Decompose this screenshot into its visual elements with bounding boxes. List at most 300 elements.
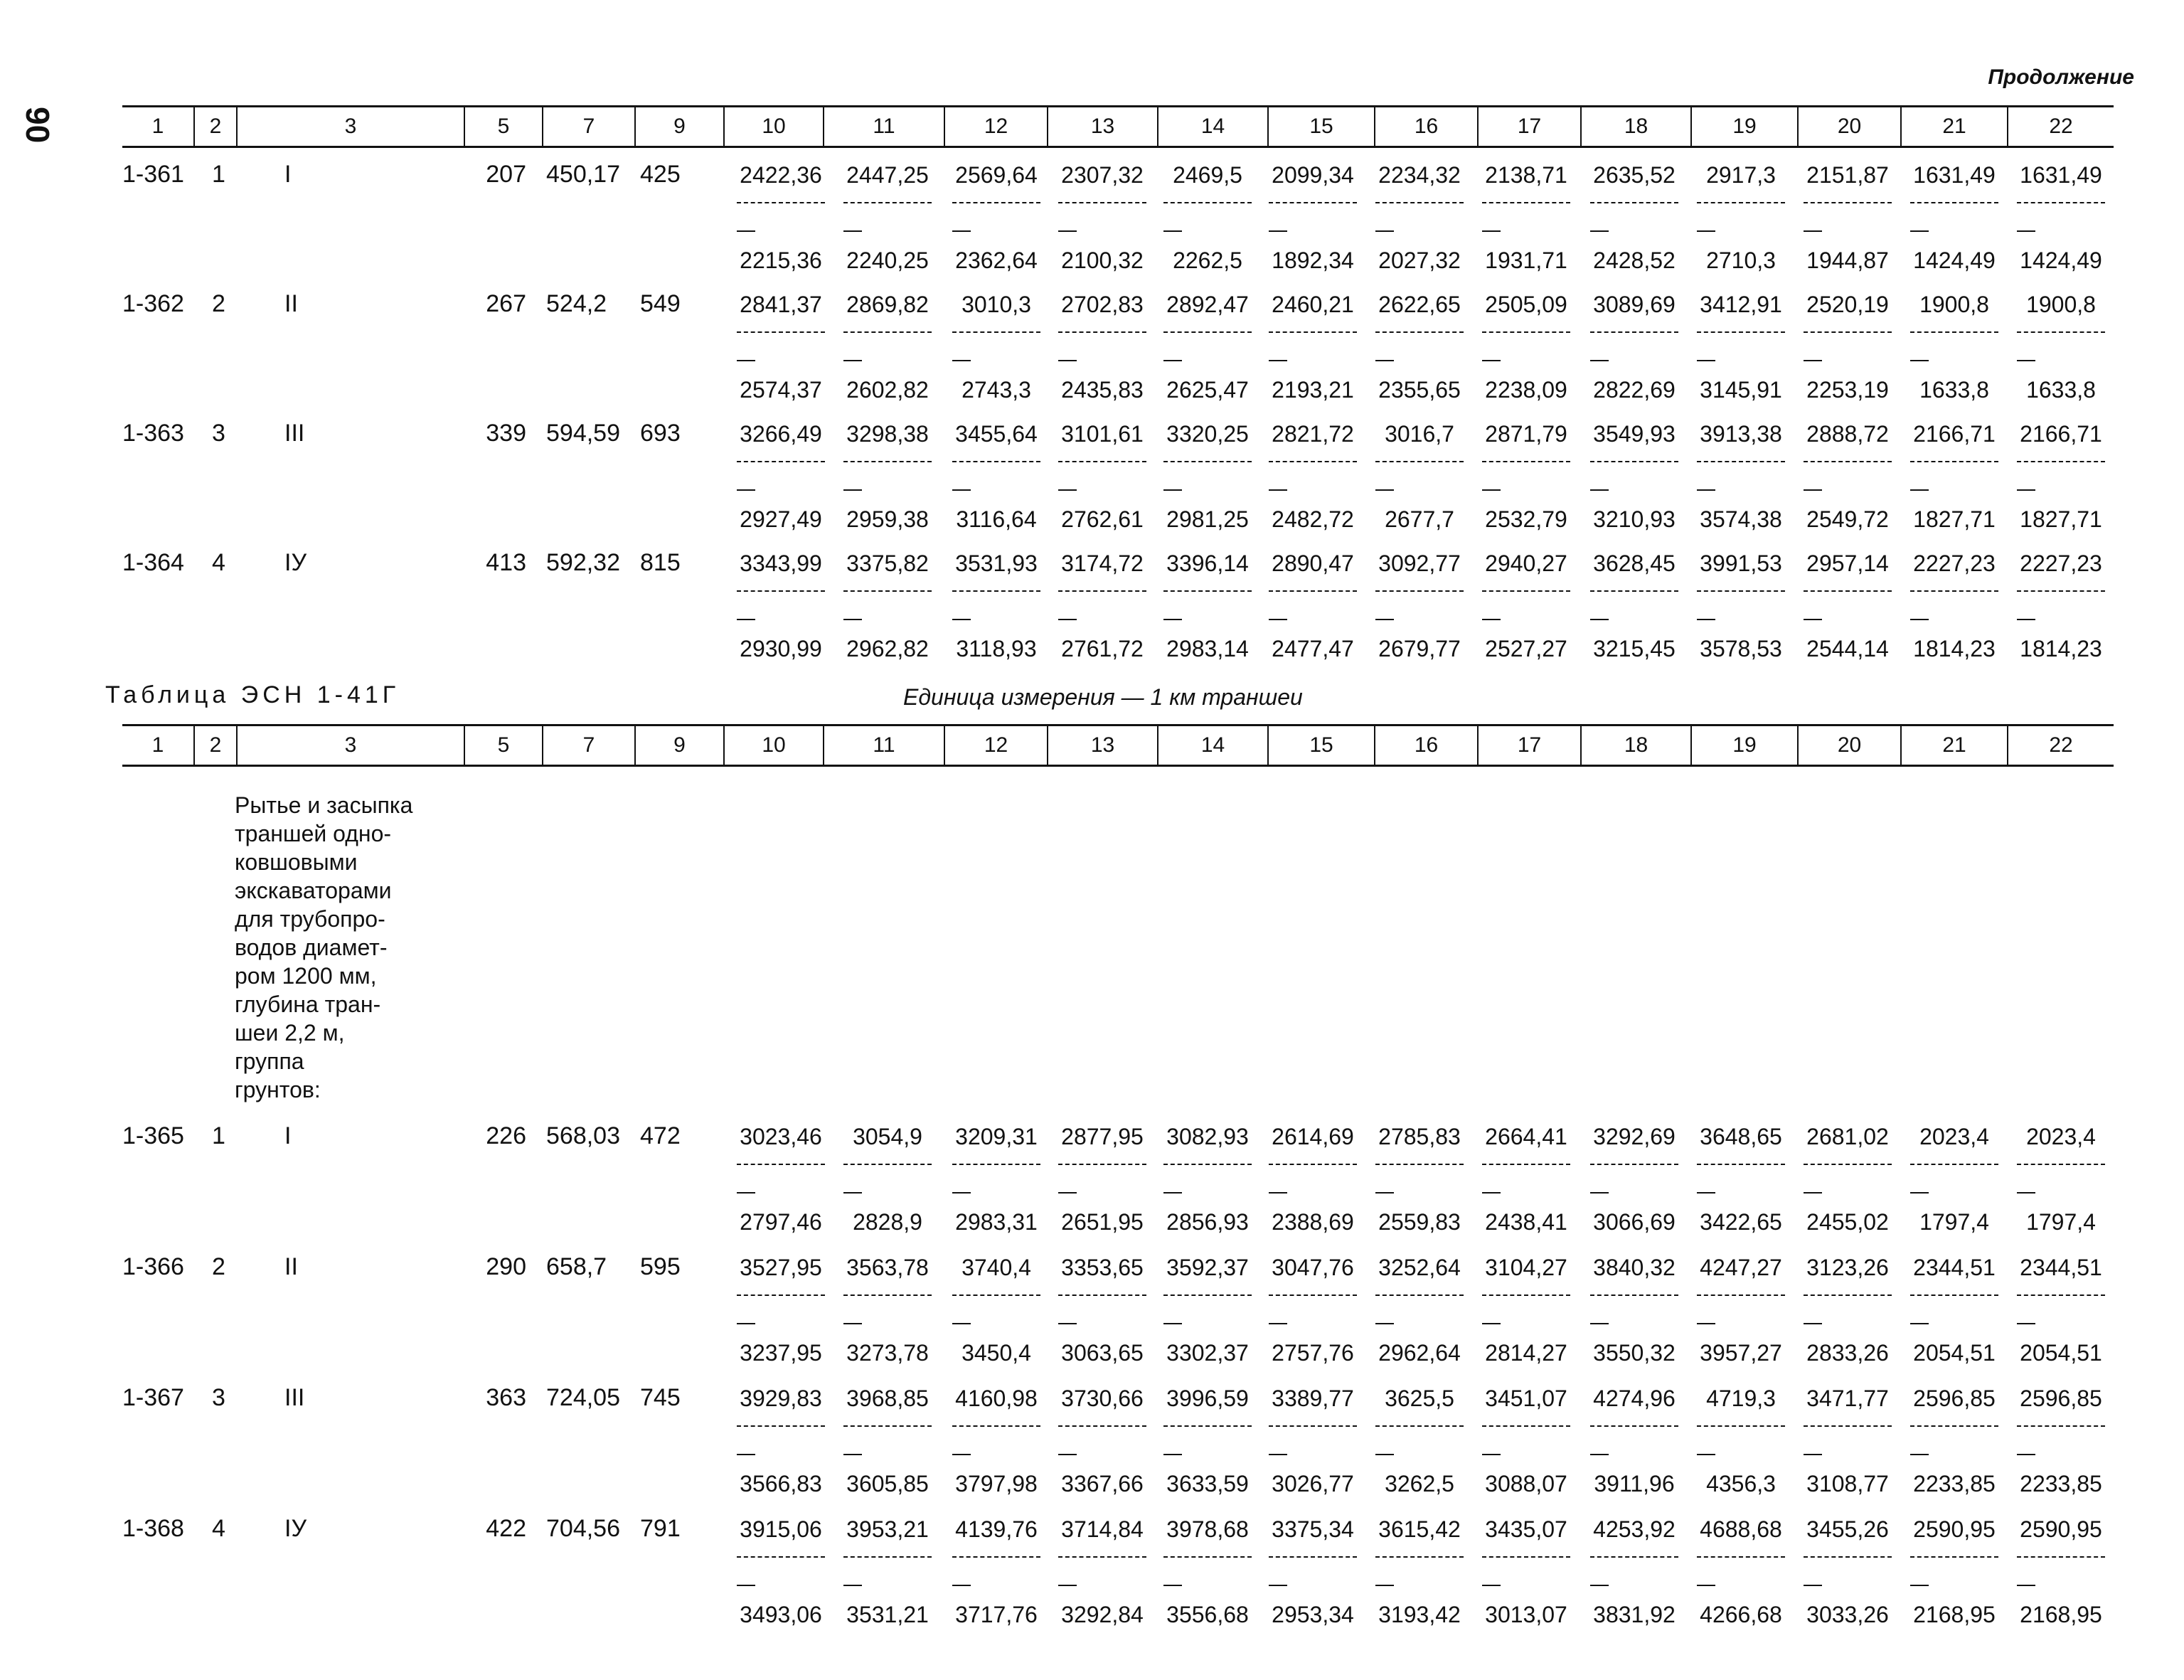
denominator: 3292,84 <box>1061 1602 1144 1627</box>
denominator: 4356,3 <box>1706 1471 1776 1496</box>
numerator: 2596,85 <box>2020 1386 2102 1411</box>
fraction-line <box>1256 578 1370 606</box>
fraction-line <box>1469 1413 1583 1441</box>
table-title: Таблица ЭСН 1-41Г <box>105 681 400 708</box>
numerator: 3082,93 <box>1166 1124 1249 1149</box>
row-c9: 425 <box>640 161 681 188</box>
numerator: 2635,52 <box>1593 162 1676 188</box>
numerator: 2590,95 <box>2020 1516 2102 1542</box>
price-fraction <box>1256 161 1370 275</box>
fraction-line <box>2004 1543 2118 1572</box>
fraction-line <box>1151 1543 1264 1572</box>
numerator: 2166,71 <box>1913 421 1996 447</box>
numerator: 2890,47 <box>1272 551 1354 576</box>
header-col-5: 5 <box>464 726 542 765</box>
row-c9: 472 <box>640 1122 681 1149</box>
row-code: 1-365 <box>122 1122 184 1149</box>
row-c7: 592,32 <box>546 549 620 576</box>
fraction-line <box>1045 1151 1159 1179</box>
numerator: 2151,87 <box>1806 162 1889 188</box>
fraction-line <box>1897 1543 2011 1572</box>
numerator: 3375,34 <box>1272 1516 1354 1542</box>
header-col-5: 5 <box>464 107 542 146</box>
header-col-2: 2 <box>193 726 236 765</box>
row-code: 1-362 <box>122 290 184 317</box>
numerator: 2227,23 <box>2020 551 2102 576</box>
denominator: 1797,4 <box>1919 1209 1989 1235</box>
row-c2: 4 <box>212 1515 225 1542</box>
price-fraction <box>1684 1384 1798 1498</box>
numerator: 2596,85 <box>1913 1386 1996 1411</box>
numerator: 2957,14 <box>1806 551 1889 576</box>
fraction-line <box>1045 189 1159 218</box>
numerator: 3375,82 <box>846 551 929 576</box>
price-fraction <box>2004 420 2118 533</box>
denominator: 2833,26 <box>1806 1340 1889 1366</box>
price-fraction <box>1256 420 1370 533</box>
numerator: 3471,77 <box>1806 1386 1889 1411</box>
numerator: 2505,09 <box>1485 292 1567 317</box>
price-fraction <box>1045 1384 1159 1498</box>
denominator: 1814,23 <box>1913 636 1996 661</box>
header-col-11: 11 <box>823 726 944 765</box>
denominator: 3145,91 <box>1700 377 1782 403</box>
description-line: ковшовыми <box>235 849 358 875</box>
price-fraction <box>939 290 1053 404</box>
description-line: водов диамет- <box>235 935 388 960</box>
price-fraction <box>939 161 1053 275</box>
work-description <box>235 791 469 1104</box>
fraction-line <box>1151 1282 1264 1310</box>
denominator: 2828,9 <box>853 1209 922 1235</box>
price-fraction <box>1684 161 1798 275</box>
denominator: 2482,72 <box>1272 506 1354 532</box>
denominator: 3633,59 <box>1166 1471 1249 1496</box>
row-c5: 339 <box>486 420 526 447</box>
denominator: 2679,77 <box>1378 636 1461 661</box>
price-fraction <box>1256 1384 1370 1498</box>
fraction-line <box>939 189 1053 218</box>
numerator: 3266,49 <box>740 421 822 447</box>
fraction-line <box>1791 319 1905 347</box>
numerator: 2622,65 <box>1378 292 1461 317</box>
numerator: 3968,85 <box>846 1386 929 1411</box>
row-c5: 363 <box>486 1384 526 1411</box>
fraction-line <box>724 448 838 477</box>
numerator: 3343,99 <box>740 551 822 576</box>
numerator: 3320,25 <box>1166 421 1249 447</box>
header-col-3: 3 <box>236 726 464 765</box>
numerator: 1900,8 <box>2026 292 2096 317</box>
fraction-line <box>831 1151 944 1179</box>
denominator: 3118,93 <box>956 636 1037 661</box>
denominator: 2962,64 <box>1378 1340 1461 1366</box>
fraction-line <box>724 578 838 606</box>
fraction-line <box>1256 1413 1370 1441</box>
fraction-line <box>724 1543 838 1572</box>
denominator: 3116,64 <box>956 506 1037 532</box>
price-fraction <box>939 1384 1053 1498</box>
numerator: 2917,3 <box>1706 162 1776 188</box>
header-col-14: 14 <box>1157 726 1267 765</box>
description-line: ром 1200 мм, <box>235 963 377 989</box>
header-col-22: 22 <box>2007 107 2114 146</box>
price-fraction <box>939 1515 1053 1629</box>
header-col-9: 9 <box>634 107 723 146</box>
denominator: 3088,07 <box>1485 1471 1567 1496</box>
numerator: 2023,4 <box>2026 1124 2096 1149</box>
fraction-line <box>939 1282 1053 1310</box>
numerator: 2892,47 <box>1166 292 1249 317</box>
denominator: 2549,72 <box>1806 506 1889 532</box>
price-fraction <box>1045 420 1159 533</box>
fraction-line <box>1256 1543 1370 1572</box>
numerator: 3592,37 <box>1166 1255 1249 1280</box>
price-fraction <box>2004 549 2118 663</box>
denominator: 2710,3 <box>1706 248 1776 273</box>
row-c9: 693 <box>640 420 681 447</box>
fraction-line <box>1363 1413 1476 1441</box>
fraction-line <box>1791 1413 1905 1441</box>
denominator: 2927,49 <box>740 506 822 532</box>
denominator: 2435,83 <box>1061 377 1144 403</box>
row-c5: 422 <box>486 1515 526 1542</box>
numerator: 2821,72 <box>1272 421 1354 447</box>
numerator: 3714,84 <box>1061 1516 1144 1542</box>
denominator: 2438,41 <box>1485 1209 1567 1235</box>
fraction-line <box>724 189 838 218</box>
numerator: 3915,06 <box>740 1516 822 1542</box>
denominator: 3911,96 <box>1594 1471 1675 1496</box>
denominator: 2953,34 <box>1272 1602 1354 1627</box>
denominator: 3302,37 <box>1166 1340 1249 1366</box>
numerator: 3353,65 <box>1061 1255 1144 1280</box>
description-line: шеи 2,2 м, <box>235 1020 345 1046</box>
price-fraction <box>1363 1122 1476 1236</box>
price-fraction <box>1577 290 1691 404</box>
price-fraction <box>1045 1515 1159 1629</box>
row-c2: 4 <box>212 549 225 576</box>
fraction-line <box>1577 1151 1691 1179</box>
row-code: 1-367 <box>122 1384 184 1411</box>
price-fraction <box>1684 549 1798 663</box>
header-col-13: 13 <box>1047 107 1157 146</box>
header-col-20: 20 <box>1797 726 1900 765</box>
row-c2: 3 <box>212 1384 225 1411</box>
denominator: 1424,49 <box>2020 248 2102 273</box>
fraction-line <box>1684 1413 1798 1441</box>
price-fraction <box>1897 1122 2011 1236</box>
numerator: 2138,71 <box>1485 162 1567 188</box>
fraction-line <box>1897 1413 2011 1441</box>
denominator: 2981,25 <box>1166 506 1249 532</box>
numerator: 3292,69 <box>1593 1124 1676 1149</box>
fraction-line <box>1363 1151 1476 1179</box>
fraction-line <box>2004 1282 2118 1310</box>
fraction-line <box>1577 319 1691 347</box>
header-col-7: 7 <box>542 107 634 146</box>
numerator: 3978,68 <box>1166 1516 1249 1542</box>
denominator: 2532,79 <box>1485 506 1567 532</box>
row-c3: IУ <box>284 1515 307 1542</box>
price-fraction <box>2004 1384 2118 1498</box>
row-c2: 2 <box>212 290 225 317</box>
numerator: 3104,27 <box>1485 1255 1567 1280</box>
denominator: 3215,45 <box>1593 636 1676 661</box>
numerator: 2664,41 <box>1485 1124 1567 1149</box>
table-header-esn <box>122 724 2114 767</box>
denominator: 2761,72 <box>1061 636 1144 661</box>
numerator: 3913,38 <box>1700 421 1782 447</box>
numerator: 3628,45 <box>1593 551 1676 576</box>
description-line: глубина тран- <box>235 991 381 1017</box>
description-line: для трубопро- <box>235 906 385 932</box>
fraction-line <box>1577 1413 1691 1441</box>
price-fraction <box>831 290 944 404</box>
denominator: 1827,71 <box>2020 506 2102 532</box>
denominator: 2959,38 <box>846 506 929 532</box>
numerator: 3412,91 <box>1700 292 1782 317</box>
price-fraction <box>1256 1515 1370 1629</box>
numerator: 3174,72 <box>1061 551 1144 576</box>
description-line: экскаваторами <box>235 878 392 903</box>
fraction-line <box>1151 448 1264 477</box>
denominator: 3262,5 <box>1385 1471 1454 1496</box>
price-fraction <box>1577 161 1691 275</box>
numerator: 1631,49 <box>1913 162 1996 188</box>
price-fraction <box>1363 549 1476 663</box>
price-fraction <box>1151 1122 1264 1236</box>
denominator: 2215,36 <box>740 248 822 273</box>
denominator: 3450,4 <box>962 1340 1031 1366</box>
numerator: 3010,3 <box>962 292 1031 317</box>
numerator: 4253,92 <box>1593 1516 1676 1542</box>
fraction-line <box>1469 448 1583 477</box>
numerator: 2877,95 <box>1061 1124 1144 1149</box>
numerator: 3023,46 <box>740 1124 822 1149</box>
fraction-line <box>1684 1543 1798 1572</box>
row-c9: 791 <box>640 1515 681 1542</box>
price-fraction <box>1897 290 2011 404</box>
header-col-16: 16 <box>1374 726 1477 765</box>
price-fraction <box>831 1515 944 1629</box>
numerator: 2023,4 <box>1919 1124 1989 1149</box>
numerator: 2344,51 <box>2020 1255 2102 1280</box>
description-line: грунтов: <box>235 1077 321 1102</box>
fraction-line <box>2004 1151 2118 1179</box>
price-fraction <box>1363 420 1476 533</box>
row-code: 1-366 <box>122 1253 184 1280</box>
fraction-line <box>1151 1413 1264 1441</box>
fraction-line <box>1045 1282 1159 1310</box>
numerator: 3092,77 <box>1378 551 1461 576</box>
price-fraction <box>1684 1122 1798 1236</box>
denominator: 2355,65 <box>1378 377 1461 403</box>
fraction-line <box>1577 578 1691 606</box>
price-fraction <box>1151 549 1264 663</box>
numerator: 3054,9 <box>853 1124 922 1149</box>
fraction-line <box>724 319 838 347</box>
price-fraction <box>1256 549 1370 663</box>
price-fraction <box>1469 1253 1583 1367</box>
denominator: 2238,09 <box>1485 377 1567 403</box>
header-col-20: 20 <box>1797 107 1900 146</box>
numerator: 3455,26 <box>1806 1516 1889 1542</box>
fraction-line <box>831 319 944 347</box>
price-fraction <box>1363 290 1476 404</box>
fraction-line <box>1791 578 1905 606</box>
fraction-line <box>1791 1282 1905 1310</box>
header-col-12: 12 <box>944 726 1047 765</box>
price-fraction <box>1363 1384 1476 1498</box>
price-fraction <box>1897 1515 2011 1629</box>
price-fraction <box>1469 1122 1583 1236</box>
price-fraction <box>1045 549 1159 663</box>
fraction-line <box>1363 1543 1476 1572</box>
numerator: 2227,23 <box>1913 551 1996 576</box>
denominator: 3578,53 <box>1700 636 1782 661</box>
denominator: 2625,47 <box>1166 377 1249 403</box>
price-fraction <box>1791 290 1905 404</box>
denominator: 1424,49 <box>1913 248 1996 273</box>
numerator: 3298,38 <box>846 421 929 447</box>
denominator: 2193,21 <box>1272 377 1354 403</box>
denominator: 1633,8 <box>2026 377 2096 403</box>
row-code: 1-363 <box>122 420 184 447</box>
denominator: 2757,76 <box>1272 1340 1354 1366</box>
row-code: 1-361 <box>122 161 184 188</box>
price-fraction <box>724 1515 838 1629</box>
unit-note: Единица измерения — 1 км траншеи <box>903 684 1303 710</box>
fraction-line <box>1151 319 1264 347</box>
denominator: 2100,32 <box>1061 248 1144 273</box>
denominator: 2168,95 <box>1913 1602 1996 1627</box>
row-c9: 595 <box>640 1253 681 1280</box>
numerator: 3455,64 <box>955 421 1038 447</box>
fraction-line <box>2004 319 2118 347</box>
denominator: 2797,46 <box>740 1209 822 1235</box>
numerator: 2520,19 <box>1806 292 1889 317</box>
price-fraction <box>1577 420 1691 533</box>
denominator: 2388,69 <box>1272 1209 1354 1235</box>
price-fraction <box>724 549 838 663</box>
row-c3: II <box>284 290 298 317</box>
numerator: 3016,7 <box>1385 421 1454 447</box>
numerator: 3929,83 <box>740 1386 822 1411</box>
numerator: 3563,78 <box>846 1255 929 1280</box>
numerator: 3953,21 <box>846 1516 929 1542</box>
fraction-line <box>1791 448 1905 477</box>
price-fraction <box>939 1122 1053 1236</box>
description-line: группа <box>235 1048 304 1074</box>
fraction-line <box>831 189 944 218</box>
fraction-line <box>1363 578 1476 606</box>
numerator: 3123,26 <box>1806 1255 1889 1280</box>
denominator: 2602,82 <box>846 377 929 403</box>
header-col-19: 19 <box>1690 107 1797 146</box>
row-code: 1-368 <box>122 1515 184 1542</box>
fraction-line <box>1577 1543 1691 1572</box>
denominator: 3717,76 <box>955 1602 1038 1627</box>
denominator: 1931,71 <box>1485 248 1567 273</box>
numerator: 3996,59 <box>1166 1386 1249 1411</box>
row-code: 1-364 <box>122 549 184 576</box>
fraction-line <box>1897 1282 2011 1310</box>
price-fraction <box>1045 1122 1159 1236</box>
numerator: 2469,5 <box>1173 162 1242 188</box>
denominator: 2168,95 <box>2020 1602 2102 1627</box>
denominator: 2856,93 <box>1166 1209 1249 1235</box>
row-c3: IУ <box>284 549 307 576</box>
row-c3: I <box>284 1122 292 1149</box>
fraction-line <box>724 1413 838 1441</box>
denominator: 1944,87 <box>1806 248 1889 273</box>
denominator: 3797,98 <box>955 1471 1038 1496</box>
price-fraction <box>1791 161 1905 275</box>
price-fraction <box>1469 1515 1583 1629</box>
price-fraction <box>1256 1122 1370 1236</box>
price-fraction <box>1684 1253 1798 1367</box>
price-fraction <box>2004 1515 2118 1629</box>
price-fraction <box>1045 161 1159 275</box>
numerator: 2590,95 <box>1913 1516 1996 1542</box>
numerator: 4719,3 <box>1706 1386 1776 1411</box>
row-c9: 549 <box>640 290 681 317</box>
header-col-17: 17 <box>1477 107 1580 146</box>
price-fraction <box>724 161 838 275</box>
price-fraction <box>2004 1122 2118 1236</box>
numerator: 3252,64 <box>1378 1255 1461 1280</box>
price-fraction <box>1469 161 1583 275</box>
numerator: 2614,69 <box>1272 1124 1354 1149</box>
numerator: 2702,83 <box>1061 292 1144 317</box>
numerator: 3047,76 <box>1272 1255 1354 1280</box>
description-line: Рытье и засыпка <box>235 792 413 818</box>
row-c5: 267 <box>486 290 526 317</box>
price-fraction <box>1684 420 1798 533</box>
fraction-line <box>1045 578 1159 606</box>
price-fraction <box>1577 1122 1691 1236</box>
denominator: 3063,65 <box>1061 1340 1144 1366</box>
numerator: 3451,07 <box>1485 1386 1567 1411</box>
fraction-line <box>1045 1413 1159 1441</box>
numerator: 2166,71 <box>2020 421 2102 447</box>
price-fraction <box>1791 549 1905 663</box>
numerator: 2785,83 <box>1378 1124 1461 1149</box>
denominator: 1827,71 <box>1913 506 1996 532</box>
header-col-3: 3 <box>236 107 464 146</box>
denominator: 1797,4 <box>2026 1209 2096 1235</box>
fraction-line <box>1791 1151 1905 1179</box>
denominator: 2983,14 <box>1166 636 1249 661</box>
row-c2: 1 <box>212 1122 225 1149</box>
numerator: 2888,72 <box>1806 421 1889 447</box>
fraction-line <box>1256 319 1370 347</box>
header-col-18: 18 <box>1580 107 1690 146</box>
numerator: 3549,93 <box>1593 421 1676 447</box>
denominator: 3108,77 <box>1806 1471 1889 1496</box>
price-fraction <box>1791 420 1905 533</box>
fraction-line <box>939 319 1053 347</box>
row-c3: III <box>284 1384 305 1411</box>
denominator: 3556,68 <box>1166 1602 1249 1627</box>
page-number: 90 <box>19 107 56 144</box>
denominator: 2822,69 <box>1593 377 1676 403</box>
denominator: 3957,27 <box>1700 1340 1782 1366</box>
row-c3: II <box>284 1253 298 1280</box>
fraction-line <box>1469 578 1583 606</box>
numerator: 2307,32 <box>1061 162 1144 188</box>
